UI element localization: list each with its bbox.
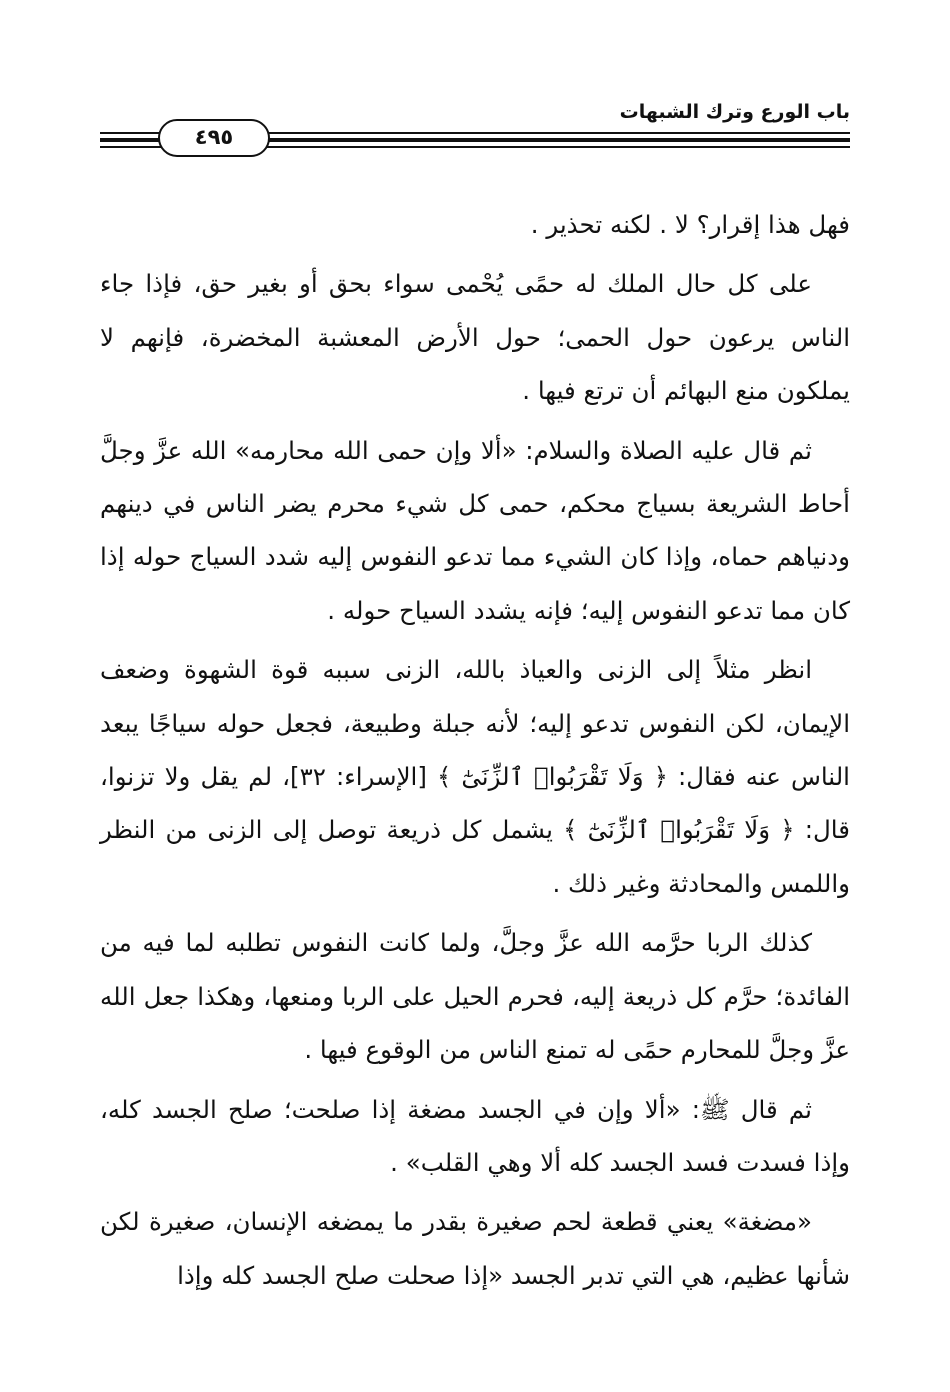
running-title: باب الورع وترك الشبهات xyxy=(619,101,850,123)
paragraph: ثم قال ﷺ: «ألا وإن في الجسد مضغة إذا صلحت؛ صلح الجسد كله، وإذا فسدت فسد الجسد كله ألا وهي القلب» . xyxy=(100,1094,850,1177)
paragraph: فهل هذا إقرار؟ لا . لكنه تحذير . xyxy=(530,210,850,239)
page-number: ٤٩٥ xyxy=(158,119,270,157)
paragraph: كذلك الربا حرَّمه الله عزَّ وجلَّ، ولما كانت النفوس تطلبه لما فيه من الفائدة؛ حرَّم كل ذريعة إليه، فحرم الحيل على الربا ومنعها، وهكذا جعل الله عزَّ وجلَّ للمحارم حمًى له تمنع الناس من الوقوع فيها . xyxy=(100,928,850,1065)
paragraph: ثم قال عليه الصلاة والسلام: «ألا وإن حمى الله محارمه» الله عزَّ وجلَّ أحاط الشريعة بسياج محكم، حمى كل شيء محرم يضر الناس في دينهم ودنياهم حماه، وإذا كان الشيء مما تدعو النفوس إليه شدد السياج حوله إذا كان مما تدعو النفوس إليه؛ فإنه يشدد السياح حوله . xyxy=(100,435,850,625)
body-text xyxy=(100,198,850,1302)
page-header xyxy=(100,95,850,155)
paragraph: انظر مثلاً إلى الزنى والعياذ بالله، الزنى سببه قوة الشهوة وضعف الإيمان، لكن النفوس تدعو إليه؛ لأنه جبلة وطبيعة، فجعل حوله سياجًا يبعد الناس عنه فقال: ﴿ وَلَا تَقْرَبُوا۟ ٱلزِّنَىٰٓ ﴾ [الإسراء: ٣٢]، لم يقل ولا تزنوا، قال: ﴿ وَلَا تَقْرَبُوا۟ ٱلزِّنَىٰٓ ﴾ يشمل كل ذريعة توصل إلى الزنى من النظر واللمس والمحادثة وغير ذلك . xyxy=(100,655,850,898)
paragraph: «مضغة» يعني قطعة لحم صغيرة بقدر ما يمضغه الإنسان، صغيرة لكن شأنها عظيم، هي التي تدبر الجسد «إذا صحلت صلح الجسد كله وإذا xyxy=(100,1207,850,1290)
paragraph: على كل حال الملك له حمًى يُحْمى سواء بحق أو بغير حق، فإذا جاء الناس يرعون حول الحمى؛ حول الأرض المعشبة المخضرة، فإنهم لا يملكون منع البهائم أن ترتع فيها . xyxy=(100,269,850,406)
